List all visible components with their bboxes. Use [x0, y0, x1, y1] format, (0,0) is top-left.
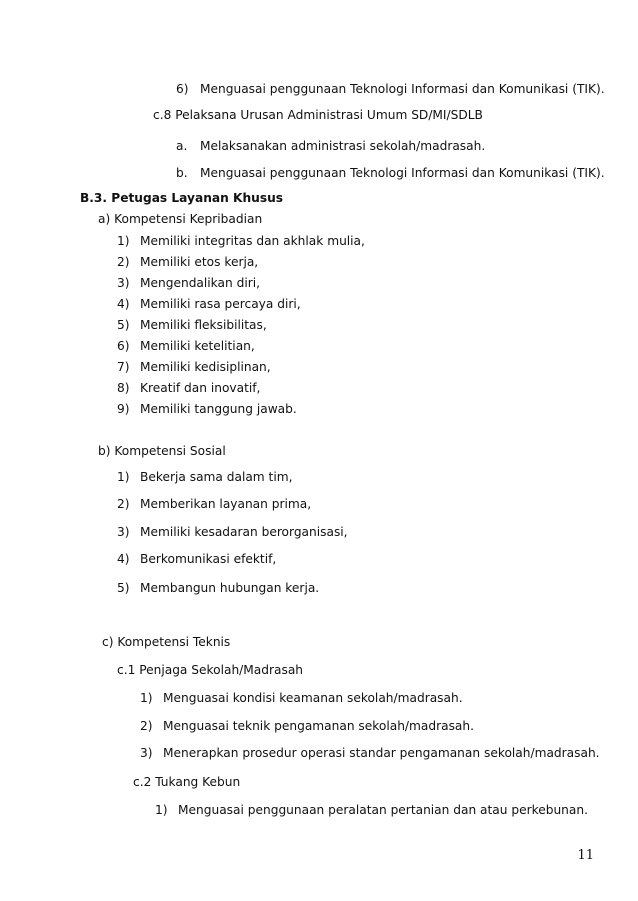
item-text: Memiliki integritas dan akhlak mulia,: [140, 234, 365, 248]
item-text: Menerapkan prosedur operasi standar pengamanan sekolah/madrasah.: [163, 746, 600, 760]
item-number: 3): [140, 746, 153, 760]
item-number: 4): [117, 297, 130, 311]
item-text: Bekerja sama dalam tim,: [140, 470, 293, 484]
item-text: Kreatif dan inovatif,: [140, 381, 261, 395]
kepribadian-heading: a) Kompetensi Kepribadian: [98, 212, 263, 226]
item-text: Memberikan layanan prima,: [140, 497, 312, 511]
item-number: 3): [117, 525, 130, 539]
item-number: 4): [117, 552, 130, 566]
item-text: Memiliki tanggung jawab.: [140, 402, 297, 416]
subsection-heading-c2: c.2 Tukang Kebun: [133, 775, 241, 789]
page-number: 11: [577, 848, 594, 863]
item-number: 2): [140, 719, 153, 733]
subsection-heading-c1: c.1 Penjaga Sekolah/Madrasah: [117, 663, 304, 677]
item-number: 7): [117, 360, 130, 374]
item-number: 5): [117, 318, 130, 332]
teknis-heading: c) Kompetensi Teknis: [102, 635, 231, 649]
item-text: Melaksanakan administrasi sekolah/madrasah.: [200, 139, 486, 153]
item-number: 5): [117, 581, 130, 595]
item-number: 2): [117, 255, 130, 269]
section-heading-b3: B.3. Petugas Layanan Khusus: [80, 191, 284, 205]
item-number: 1): [140, 691, 153, 705]
item-number: 8): [117, 381, 130, 395]
item-number: 6): [117, 339, 130, 353]
subsection-heading-c8: c.8 Pelaksana Urusan Administrasi Umum SD/MI/SDLB: [153, 108, 483, 122]
item-text: Mengendalikan diri,: [140, 276, 260, 290]
item-number: a.: [176, 139, 188, 153]
item-number: b.: [176, 166, 188, 180]
item-text: Memiliki etos kerja,: [140, 255, 259, 269]
item-text: Menguasai teknik pengamanan sekolah/madrasah.: [163, 719, 475, 733]
item-text: Berkomunikasi efektif,: [140, 552, 277, 566]
item-text: Memiliki kesadaran berorganisasi,: [140, 525, 348, 539]
item-text: Menguasai penggunaan Teknologi Informasi dan Komunikasi (TIK).: [200, 82, 605, 96]
item-text: Memiliki rasa percaya diri,: [140, 297, 301, 311]
item-number: 6): [176, 82, 189, 96]
item-text: Memiliki fleksibilitas,: [140, 318, 267, 332]
item-text: Membangun hubungan kerja.: [140, 581, 320, 595]
item-text: Menguasai penggunaan Teknologi Informasi dan Komunikasi (TIK).: [200, 166, 605, 180]
item-number: 1): [155, 803, 168, 817]
item-number: 2): [117, 497, 130, 511]
item-text: Menguasai kondisi keamanan sekolah/madrasah.: [163, 691, 463, 705]
sosial-heading: b) Kompetensi Sosial: [98, 444, 226, 458]
item-number: 9): [117, 402, 130, 416]
item-number: 3): [117, 276, 130, 290]
item-number: 1): [117, 470, 130, 484]
item-number: 1): [117, 234, 130, 248]
item-text: Memiliki ketelitian,: [140, 339, 255, 353]
item-text: Menguasai penggunaan peralatan pertanian dan atau perkebunan.: [178, 803, 588, 817]
item-text: Memiliki kedisiplinan,: [140, 360, 271, 374]
